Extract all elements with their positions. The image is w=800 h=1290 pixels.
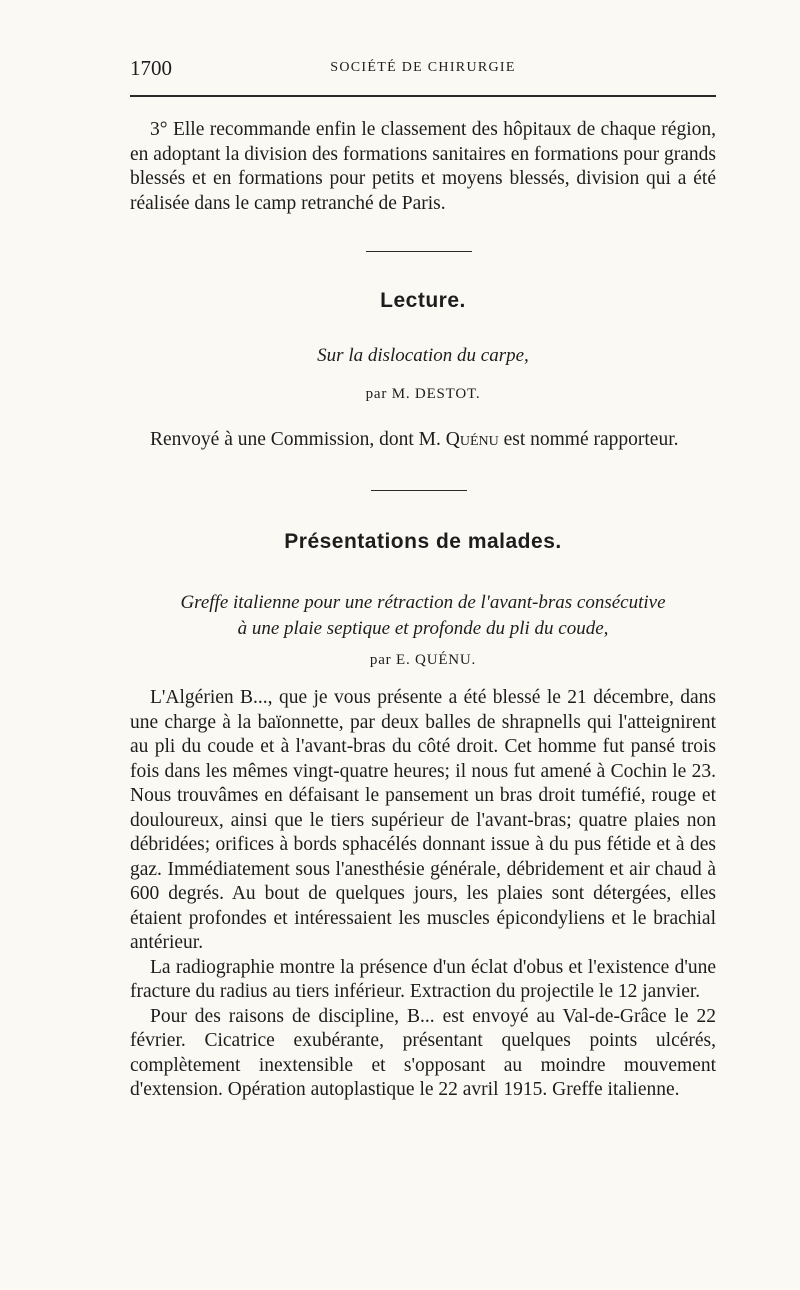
lecture-text-after: est nommé rapporteur.: [498, 429, 679, 450]
body-paragraph: L'Algérien B..., que je vous présente a été blessé le 21 décembre, dans une charge à la baïonnette, par deux balles de shrapnells qui l'atteignirent au pli du coude et à l'avant-bras du côté droit. Cet homme fut pansé trois fois dans les mêmes vingt-quatre heures; il nous fut amené à Cochin le 23. Nous trouvâmes en défaisant le pansement un bras droit tuméfié, rouge et douloureux, ainsi que le tiers supérieur de l'avant-bras; quatre plaies non débridées; orifices à bords sphacélés donnant issue à du pus fétide et à des gaz. Immédiatement sous l'anesthésie générale, débridement et air chaud à 600 degrés. Au bout de quelques jours, les plaies sont détergées, elles étaient profondes et intéressaient les muscles épicondyliens et le brachial antérieur.: [130, 687, 716, 953]
lecture-section: [130, 428, 716, 453]
presentation-title: [130, 590, 716, 642]
presentation-author: par E. QUÉNU.: [369, 652, 477, 668]
rapporteur-name: Quénu: [445, 429, 499, 450]
intro-paragraph: 3° Elle recommande enfin le classement des hôpitaux de chaque région, en adoptant la division des formations sanitaires en formations pour grands blessés et en formations pour petits et moyens blessés, division qui a été réalisée dans le camp retranché de Paris.: [130, 119, 716, 214]
header-rule: [130, 95, 716, 97]
presentation-title-line-1: Greffe italienne pour une rétraction de l'avant-bras consécutive: [180, 592, 666, 613]
page-number: 1700: [130, 56, 172, 80]
lecture-author: par M. DESTOT.: [365, 386, 481, 402]
running-head: SOCIÉTÉ DE CHIRURGIE: [330, 60, 516, 75]
lecture-paragraph: [130, 428, 716, 453]
section-divider: [371, 490, 467, 491]
page-header: [130, 56, 716, 90]
lecture-title: Sur la dislocation du carpe,: [317, 345, 529, 366]
section-divider: [366, 251, 472, 252]
presentations-heading: Présentations de malades.: [284, 530, 562, 553]
body-paragraph: Pour des raisons de discipline, B... est envoyé au Val-de-Grâce le 22 février. Cicatrice exubérante, présentant quelques points ulcérés, complètement inextensible et s'opposant au moindre mouvement d'extension. Opération autoplastique le 22 avril 1915. Greffe italienne.: [130, 1005, 716, 1100]
lecture-text-before: Renvoyé à une Commission, dont M.: [150, 429, 446, 450]
intro-section: [130, 118, 716, 216]
body-paragraph: La radiographie montre la présence d'un éclat d'obus et l'existence d'une fracture du radius au tiers inférieur. Extraction du projectile le 12 janvier.: [130, 956, 716, 1002]
presentation-title-line-2: à une plaie septique et profonde du pli du coude,: [237, 618, 609, 639]
lecture-heading: Lecture.: [380, 289, 466, 312]
presentation-body: [130, 686, 716, 1103]
